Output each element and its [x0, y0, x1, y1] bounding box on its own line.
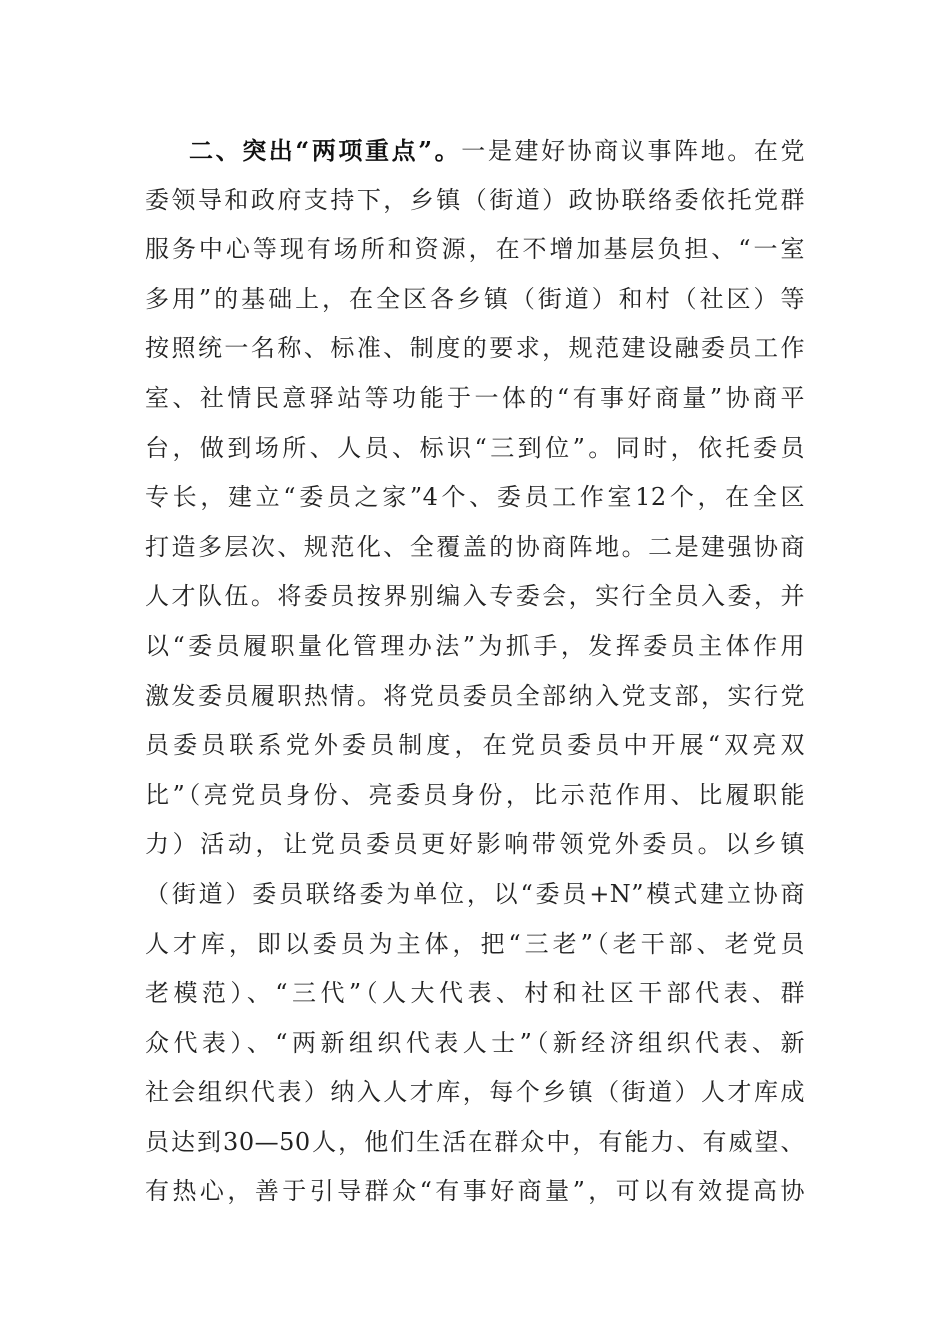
paragraph-line-8: 专长，建立“委员之家”4个、委员工作室12个，在全区 — [145, 483, 805, 512]
paragraph-line-13: 员委员联系党外委员制度，在党员委员中开展“双亮双 — [145, 731, 805, 760]
paragraph-line-18: 老模范）、“三代”（人大代表、村和社区干部代表、群 — [145, 979, 805, 1008]
paragraph-line-1-text: 一是建好协商议事阵地。在党 — [461, 137, 805, 165]
paragraph-line-21: 员达到30—50人，他们生活在群众中，有能力、有威望、 — [145, 1127, 805, 1156]
paragraph-line-4: 多用”的基础上，在全区各乡镇（街道）和村（社区）等 — [145, 284, 805, 313]
paragraph-line-12: 激发委员履职热情。将党员委员全部纳入党支部，实行党 — [145, 681, 805, 710]
paragraph-line-19: 众代表）、“两新组织代表人士”（新经济组织代表、新 — [145, 1028, 805, 1057]
paragraph-line-3: 服务中心等现有场所和资源，在不增加基层负担、“一室 — [145, 235, 805, 264]
paragraph-line-6: 室、社情民意驿站等功能于一体的“有事好商量”协商平 — [145, 383, 805, 412]
paragraph-line-1 — [145, 126, 805, 176]
paragraph-line-20: 社会组织代表）纳入人才库，每个乡镇（街道）人才库成 — [145, 1078, 805, 1107]
paragraph-line-22: 有热心，善于引导群众“有事好商量”，可以有效提高协 — [145, 1177, 805, 1206]
section-heading: 二、突出“两项重点”。 — [189, 136, 462, 165]
paragraph-line-16: （街道）委员联络委为单位，以“委员+N”模式建立协商 — [145, 879, 805, 908]
paragraph-line-5: 按照统一名称、标准、制度的要求，规范建设融委员工作 — [145, 334, 805, 363]
paragraph-line-7: 台，做到场所、人员、标识“三到位”。同时，依托委员 — [145, 433, 805, 462]
paragraph-line-10: 人才队伍。将委员按界别编入专委会，实行全员入委，并 — [145, 582, 805, 611]
paragraph-line-2: 委领导和政府支持下，乡镇（街道）政协联络委依托党群 — [145, 185, 805, 214]
paragraph-line-15: 力）活动，让党员委员更好影响带领党外委员。以乡镇 — [145, 830, 805, 859]
paragraph-line-9: 打造多层次、规范化、全覆盖的协商阵地。二是建强协商 — [145, 532, 805, 561]
paragraph-line-11: 以“委员履职量化管理办法”为抓手，发挥委员主体作用 — [145, 631, 805, 660]
body-paragraph — [145, 126, 805, 1217]
paragraph-line-17: 人才库，即以委员为主体，把“三老”（老干部、老党员 — [145, 929, 805, 958]
paragraph-line-14: 比”（亮党员身份、亮委员身份，比示范作用、比履职能 — [145, 780, 805, 809]
